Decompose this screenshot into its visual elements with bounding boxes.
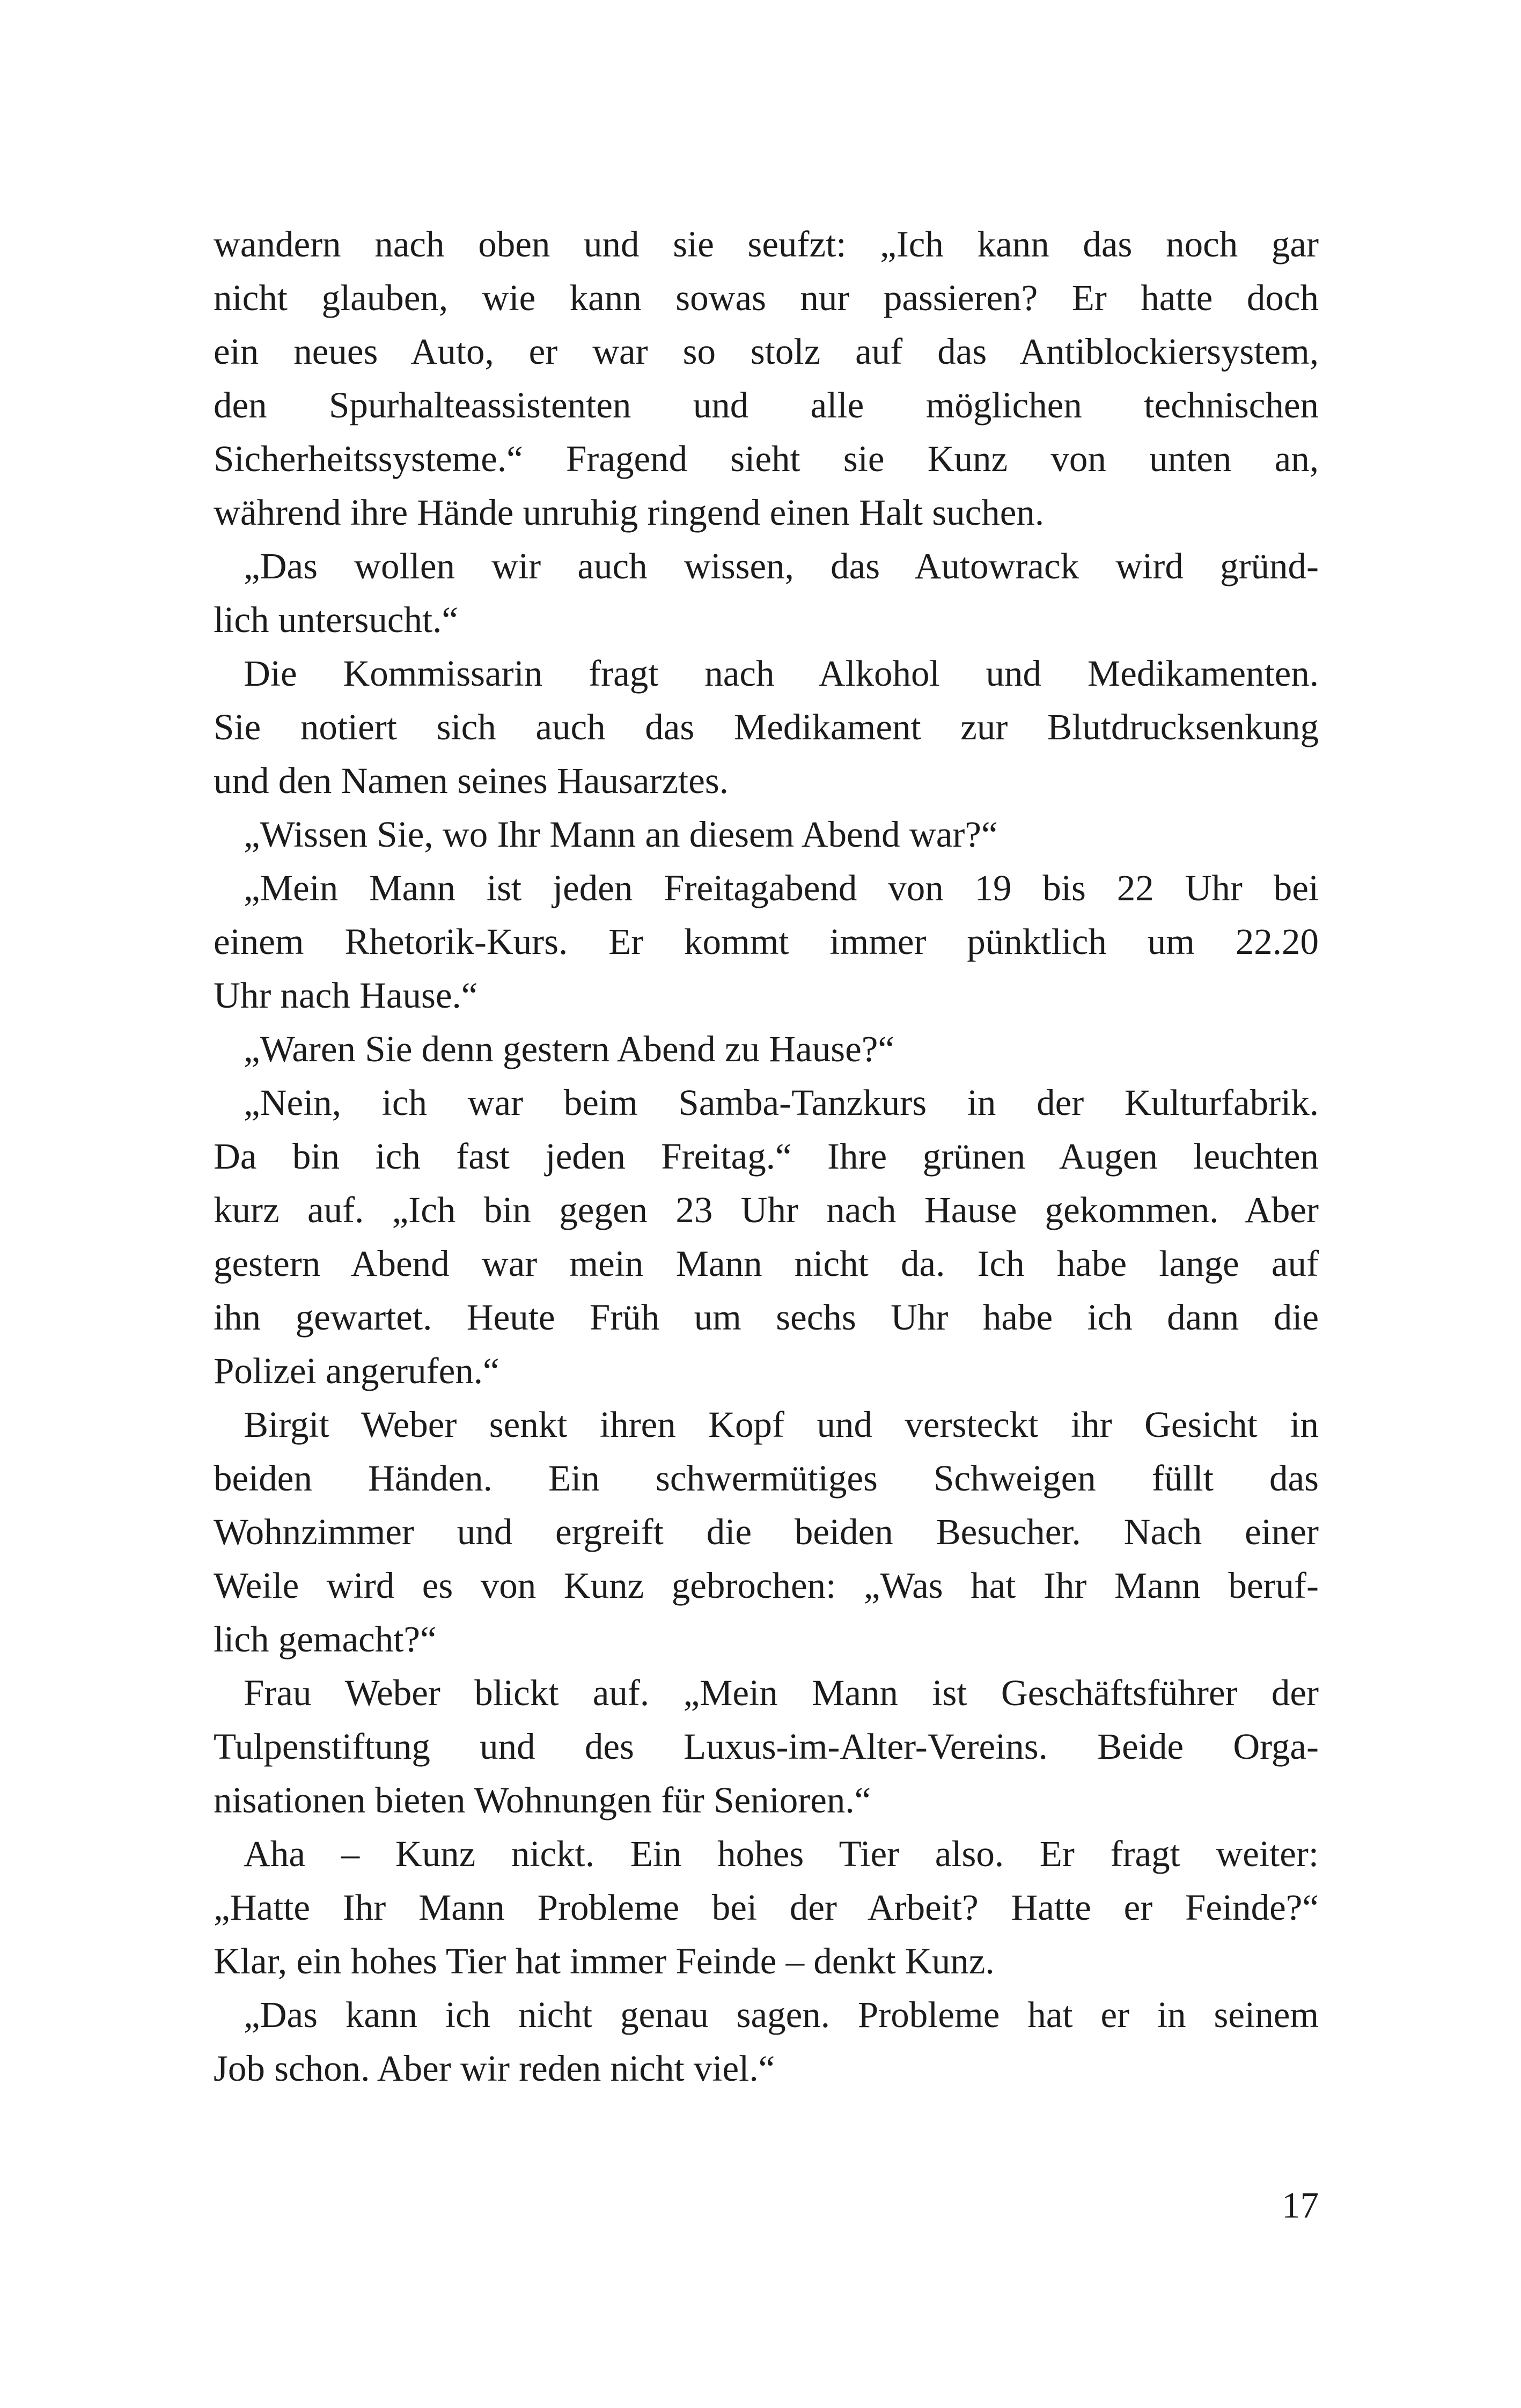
page-number: 17: [1282, 2185, 1319, 2226]
text-line: „Hatte Ihr Mann Probleme bei der Arbeit? Hatte er Feinde?“: [214, 1887, 1319, 1928]
text-line: Tulpenstiftung und des Luxus-im-Alter-Vereins. Beide Orga-: [214, 1726, 1319, 1767]
paragraph: [214, 1666, 1319, 1827]
text-line: den Spurhalteassistenten und alle möglichen technischen: [214, 385, 1319, 425]
paragraph: [214, 807, 1319, 861]
text-line: „Waren Sie denn gestern Abend zu Hause?“: [244, 1029, 894, 1069]
paragraph: [214, 1076, 1319, 1398]
paragraph: [214, 217, 1319, 539]
paragraph: [214, 861, 1319, 1022]
paragraph: [214, 539, 1319, 647]
text-line: ihn gewartet. Heute Früh um sechs Uhr habe ich dann die: [214, 1297, 1319, 1338]
text-line: Polizei angerufen.“: [214, 1350, 499, 1391]
text-line: lich gemacht?“: [214, 1619, 437, 1660]
text-line: „Mein Mann ist jeden Freitagabend von 19 bis 22 Uhr bei: [244, 868, 1319, 908]
paragraph: [214, 1827, 1319, 1988]
text-line: nicht glauben, wie kann sowas nur passieren? Er hatte doch: [214, 277, 1319, 318]
text-line: Uhr nach Hause.“: [214, 975, 478, 1016]
text-line: Die Kommissarin fragt nach Alkohol und Medikamenten.: [244, 653, 1319, 694]
text-line: beiden Händen. Ein schwermütiges Schweigen füllt das: [214, 1458, 1319, 1499]
text-line: nisationen bieten Wohnungen für Senioren.“: [214, 1780, 871, 1820]
text-line: Da bin ich fast jeden Freitag.“ Ihre grünen Augen leuchten: [214, 1136, 1319, 1177]
text-line: „Wissen Sie, wo Ihr Mann an diesem Abend war?“: [244, 814, 998, 855]
paragraph: [214, 1398, 1319, 1666]
text-line: lich untersucht.“: [214, 599, 459, 640]
text-line: Birgit Weber senkt ihren Kopf und versteckt ihr Gesicht in: [244, 1404, 1319, 1445]
paragraph: [214, 1988, 1319, 2095]
paragraph: [214, 1022, 1319, 1076]
text-line: wandern nach oben und sie seufzt: „Ich kann das noch gar: [214, 224, 1319, 265]
text-line: ein neues Auto, er war so stolz auf das Antiblockiersystem,: [214, 331, 1319, 372]
text-line: Aha – Kunz nickt. Ein hohes Tier also. Er fragt weiter:: [244, 1833, 1319, 1874]
text-line: einem Rhetorik-Kurs. Er kommt immer pünktlich um 22.20: [214, 921, 1319, 962]
paragraph: [214, 647, 1319, 807]
text-line: Klar, ein hohes Tier hat immer Feinde – denkt Kunz.: [214, 1941, 995, 1981]
body-text: [214, 217, 1319, 2095]
text-line: Weile wird es von Kunz gebrochen: „Was hat Ihr Mann beruf-: [214, 1565, 1319, 1606]
text-line: gestern Abend war mein Mann nicht da. Ich habe lange auf: [214, 1243, 1319, 1284]
text-line: „Das kann ich nicht genau sagen. Probleme hat er in seinem: [244, 1994, 1319, 2035]
text-line: Sie notiert sich auch das Medikament zur Blutdrucksenkung: [214, 707, 1319, 747]
text-line: während ihre Hände unruhig ringend einen Halt suchen.: [214, 492, 1045, 533]
text-line: und den Namen seines Hausarztes.: [214, 760, 729, 801]
text-line: Frau Weber blickt auf. „Mein Mann ist Geschäftsführer der: [244, 1672, 1319, 1713]
text-line: kurz auf. „Ich bin gegen 23 Uhr nach Hause gekommen. Aber: [214, 1190, 1319, 1230]
text-line: „Das wollen wir auch wissen, das Autowrack wird gründ-: [244, 546, 1319, 586]
text-line: Wohnzimmer und ergreift die beiden Besucher. Nach einer: [214, 1511, 1319, 1552]
text-line: Job schon. Aber wir reden nicht viel.“: [214, 2048, 775, 2089]
text-line: Sicherheitssysteme.“ Fragend sieht sie Kunz von unten an,: [214, 438, 1319, 479]
text-line: „Nein, ich war beim Samba-Tanzkurs in der Kulturfabrik.: [244, 1082, 1319, 1123]
